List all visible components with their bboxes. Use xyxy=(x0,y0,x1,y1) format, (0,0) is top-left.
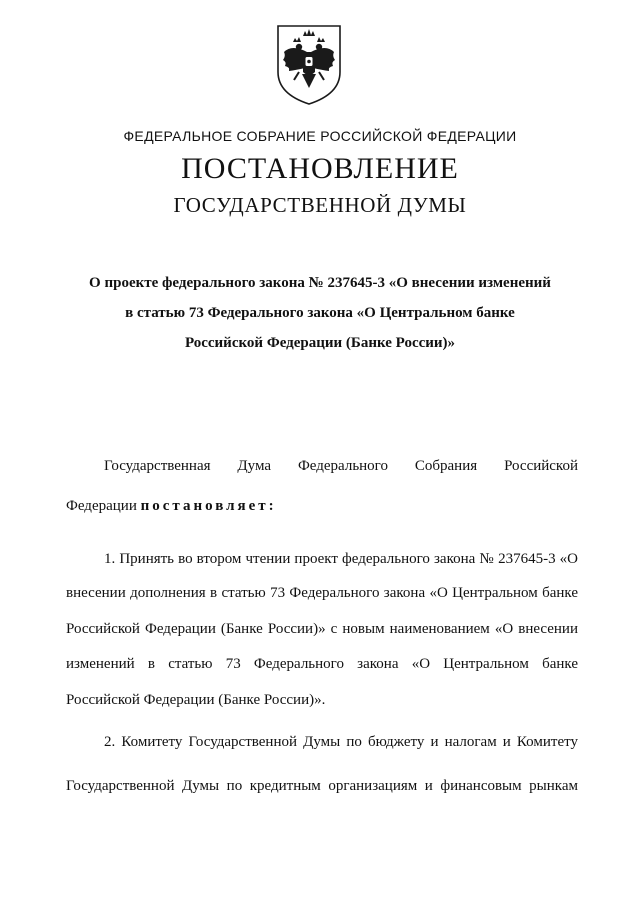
document-subject xyxy=(0,268,640,358)
paragraph-line: 2. Комитету Государственной Думы по бюджету и налогам и Комитету xyxy=(104,734,578,750)
paragraph-line: Российской Федерации (Банке России)». xyxy=(66,692,326,708)
paragraph-line xyxy=(66,490,578,522)
paragraph-line: Государственной Думы по кредитным организациям и финансовым рынкам xyxy=(66,778,578,794)
paragraph-line: изменений в статью 73 Федерального закона «О Центральном банке xyxy=(66,656,578,672)
document-title: ПОСТАНОВЛЕНИЕ xyxy=(181,152,459,185)
subject-line: в статью 73 Федерального закона «О Центральном банке xyxy=(125,305,515,321)
organization-name: ФЕДЕРАЛЬНОЕ СОБРАНИЕ РОССИЙСКОЙ ФЕДЕРАЦИИ xyxy=(123,128,517,144)
paragraph-line: Государственная Дума Федерального Собрания Российской xyxy=(104,458,578,474)
coat-of-arms-icon xyxy=(272,22,346,106)
paragraph-line: 1. Принять во втором чтении проект федерального закона № 237645-3 «О xyxy=(104,551,578,567)
document-subtitle: ГОСУДАРСТВЕННОЙ ДУМЫ xyxy=(173,193,467,217)
paragraph-line: Российской Федерации (Банке России)» с новым наименованием «О внесении xyxy=(66,621,578,637)
paragraph-line: внесении дополнения в статью 73 Федерального закона «О Центральном банке xyxy=(66,585,578,601)
preamble-resolves: постановляет: xyxy=(140,498,277,514)
subject-line: О проекте федерального закона № 237645-3 «О внесении изменений xyxy=(89,275,551,291)
preamble-prefix: Федерации xyxy=(66,498,137,514)
subject-line: Российской Федерации (Банке России)» xyxy=(184,335,456,351)
